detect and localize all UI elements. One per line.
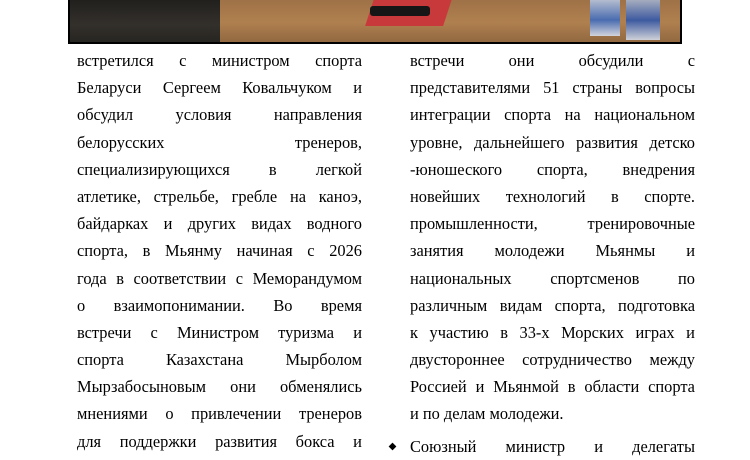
word: встречи bbox=[77, 322, 132, 342]
text-line bbox=[410, 265, 695, 292]
word: области bbox=[584, 377, 640, 397]
word: и bbox=[353, 78, 362, 98]
word: Казахстана bbox=[165, 350, 244, 370]
word: в bbox=[611, 186, 619, 206]
word: 2026 bbox=[329, 241, 362, 261]
word: дальнейшего bbox=[473, 132, 565, 152]
word: время bbox=[320, 295, 362, 315]
word: Меморандумом bbox=[252, 268, 362, 288]
word: обменялись bbox=[279, 377, 362, 397]
word: министр bbox=[505, 437, 566, 456]
text-line bbox=[410, 292, 695, 319]
text-line bbox=[410, 400, 695, 427]
word: спорта bbox=[504, 105, 551, 125]
text-line bbox=[77, 428, 362, 455]
photo-flag-right bbox=[626, 0, 660, 40]
word: в bbox=[142, 241, 151, 261]
word: бокса bbox=[295, 431, 335, 451]
word: занятия bbox=[410, 241, 464, 261]
word: специализирующихся bbox=[77, 159, 230, 179]
word: привлечении bbox=[191, 404, 282, 424]
photo-phone bbox=[370, 6, 430, 16]
word: начиная bbox=[236, 241, 293, 261]
word: направления bbox=[273, 105, 362, 125]
right-text-column bbox=[410, 47, 695, 428]
word: Министром bbox=[176, 322, 259, 342]
word: с bbox=[307, 241, 315, 261]
word: двустороннее bbox=[410, 350, 505, 370]
word: и bbox=[686, 322, 695, 342]
word: обсудил bbox=[77, 105, 134, 125]
word: и bbox=[353, 431, 362, 451]
word: спорта bbox=[77, 350, 124, 370]
word: с bbox=[179, 51, 187, 70]
word: тренеров bbox=[298, 404, 362, 424]
word: Мьянмой bbox=[493, 377, 559, 397]
word: сотрудничество bbox=[522, 350, 632, 370]
text-line bbox=[77, 400, 362, 427]
word: атлетике, bbox=[77, 186, 141, 206]
word: видах bbox=[251, 214, 292, 234]
word: в bbox=[116, 268, 124, 288]
word: с bbox=[687, 51, 695, 70]
word: к bbox=[410, 322, 418, 342]
text-line bbox=[77, 47, 362, 74]
word: тренеров, bbox=[294, 132, 362, 152]
word: Ковальчуком bbox=[242, 78, 332, 98]
word: встретился bbox=[77, 51, 154, 70]
word: стрельбе, bbox=[153, 186, 219, 206]
word: каноэ, bbox=[318, 186, 362, 206]
text-line bbox=[77, 129, 362, 156]
word: различным bbox=[410, 295, 488, 315]
text-line bbox=[77, 265, 362, 292]
word: развития bbox=[576, 132, 638, 152]
word: спорте. bbox=[644, 186, 695, 206]
text-line bbox=[410, 319, 695, 346]
word: между bbox=[649, 350, 695, 370]
word: условия bbox=[175, 105, 232, 125]
meeting-photo bbox=[68, 0, 682, 44]
word: Мырболом bbox=[285, 350, 362, 370]
word: Мырзабосыновым bbox=[77, 377, 207, 397]
word: спорта, bbox=[77, 241, 128, 261]
text-line bbox=[410, 47, 695, 74]
word: Мьянму bbox=[165, 241, 222, 261]
text-line bbox=[77, 319, 362, 346]
word: внедрения bbox=[622, 159, 695, 179]
word: спорта, bbox=[536, 159, 588, 179]
word: технологий bbox=[505, 186, 586, 206]
word: они bbox=[230, 377, 256, 397]
word: спортсменов bbox=[550, 268, 640, 288]
word: мнениями bbox=[77, 404, 148, 424]
word: о bbox=[165, 404, 174, 424]
word: туризма bbox=[278, 322, 335, 342]
word: для bbox=[77, 431, 102, 451]
word: взаимопонимании. bbox=[113, 295, 245, 315]
word: развития bbox=[215, 431, 278, 451]
word: и по делам молодежи. bbox=[410, 404, 564, 424]
word: спорта bbox=[648, 377, 695, 397]
word: белорусских bbox=[77, 132, 165, 152]
word: легкой bbox=[315, 159, 362, 179]
word: национальном bbox=[594, 105, 695, 125]
word: участию bbox=[429, 322, 489, 342]
word: Во bbox=[273, 295, 293, 315]
bullet-icon bbox=[389, 443, 397, 451]
word: детско bbox=[649, 132, 695, 152]
word: тренировочные bbox=[587, 214, 695, 234]
word: и bbox=[686, 241, 695, 261]
word: о bbox=[77, 295, 86, 315]
word: спорта bbox=[315, 51, 362, 70]
text-line bbox=[77, 183, 362, 210]
text-line bbox=[410, 433, 695, 460]
text-line bbox=[410, 101, 695, 128]
photo-flag-left bbox=[590, 0, 620, 36]
word: в bbox=[268, 159, 277, 179]
word: байдарках bbox=[77, 214, 149, 234]
text-line bbox=[410, 237, 695, 264]
text-line bbox=[77, 74, 362, 101]
word: и bbox=[594, 437, 603, 456]
word: вопросы bbox=[635, 78, 695, 98]
word: с bbox=[150, 322, 158, 342]
word: в bbox=[567, 377, 576, 397]
text-line bbox=[77, 101, 362, 128]
word: Союзный bbox=[410, 437, 477, 456]
word: и bbox=[475, 377, 485, 397]
word: 33-х bbox=[519, 322, 550, 342]
word: Мьянмы bbox=[595, 241, 656, 261]
text-line bbox=[77, 346, 362, 373]
text-line bbox=[77, 156, 362, 183]
text-line bbox=[410, 129, 695, 156]
word: представителями bbox=[410, 78, 531, 98]
word: года bbox=[77, 268, 107, 288]
text-line bbox=[77, 373, 362, 400]
word: видам bbox=[499, 295, 543, 315]
word: и bbox=[353, 322, 362, 342]
word: соответствии bbox=[133, 268, 227, 288]
word: спорта, bbox=[554, 295, 606, 315]
word: 51 bbox=[543, 78, 560, 98]
text-line bbox=[410, 74, 695, 101]
word: они bbox=[508, 51, 535, 70]
word: поддержки bbox=[119, 431, 197, 451]
left-text-column bbox=[77, 47, 362, 455]
word: подготовка bbox=[617, 295, 695, 315]
text-line bbox=[410, 156, 695, 183]
text-line bbox=[77, 237, 362, 264]
text-line bbox=[410, 210, 695, 237]
word: Морских bbox=[561, 322, 624, 342]
word: гребле bbox=[231, 186, 278, 206]
bullet-paragraph bbox=[410, 433, 695, 460]
word: и bbox=[163, 214, 173, 234]
word: встречи bbox=[410, 51, 465, 70]
word: играх bbox=[635, 322, 675, 342]
word: в bbox=[500, 322, 508, 342]
word: уровне, bbox=[410, 132, 463, 152]
text-line bbox=[77, 292, 362, 319]
word: интеграции bbox=[410, 105, 491, 125]
word: страны bbox=[572, 78, 623, 98]
word: других bbox=[187, 214, 236, 234]
word: -юношеского bbox=[410, 159, 503, 179]
text-line bbox=[77, 210, 362, 237]
word: национальных bbox=[410, 268, 512, 288]
word: на bbox=[564, 105, 581, 125]
word: по bbox=[678, 268, 695, 288]
text-line bbox=[410, 373, 695, 400]
word: делегаты bbox=[632, 437, 695, 456]
word: на bbox=[289, 186, 306, 206]
word: министром bbox=[211, 51, 290, 70]
word: водного bbox=[306, 214, 362, 234]
word: новейших bbox=[410, 186, 481, 206]
word: промышленности, bbox=[410, 214, 538, 234]
text-line bbox=[410, 183, 695, 210]
word: Беларуси bbox=[77, 78, 142, 98]
word: с bbox=[235, 268, 243, 288]
text-line bbox=[410, 346, 695, 373]
word: Россией bbox=[410, 377, 467, 397]
word: обсудили bbox=[578, 51, 644, 70]
word: молодежи bbox=[494, 241, 565, 261]
word: Сергеем bbox=[162, 78, 221, 98]
